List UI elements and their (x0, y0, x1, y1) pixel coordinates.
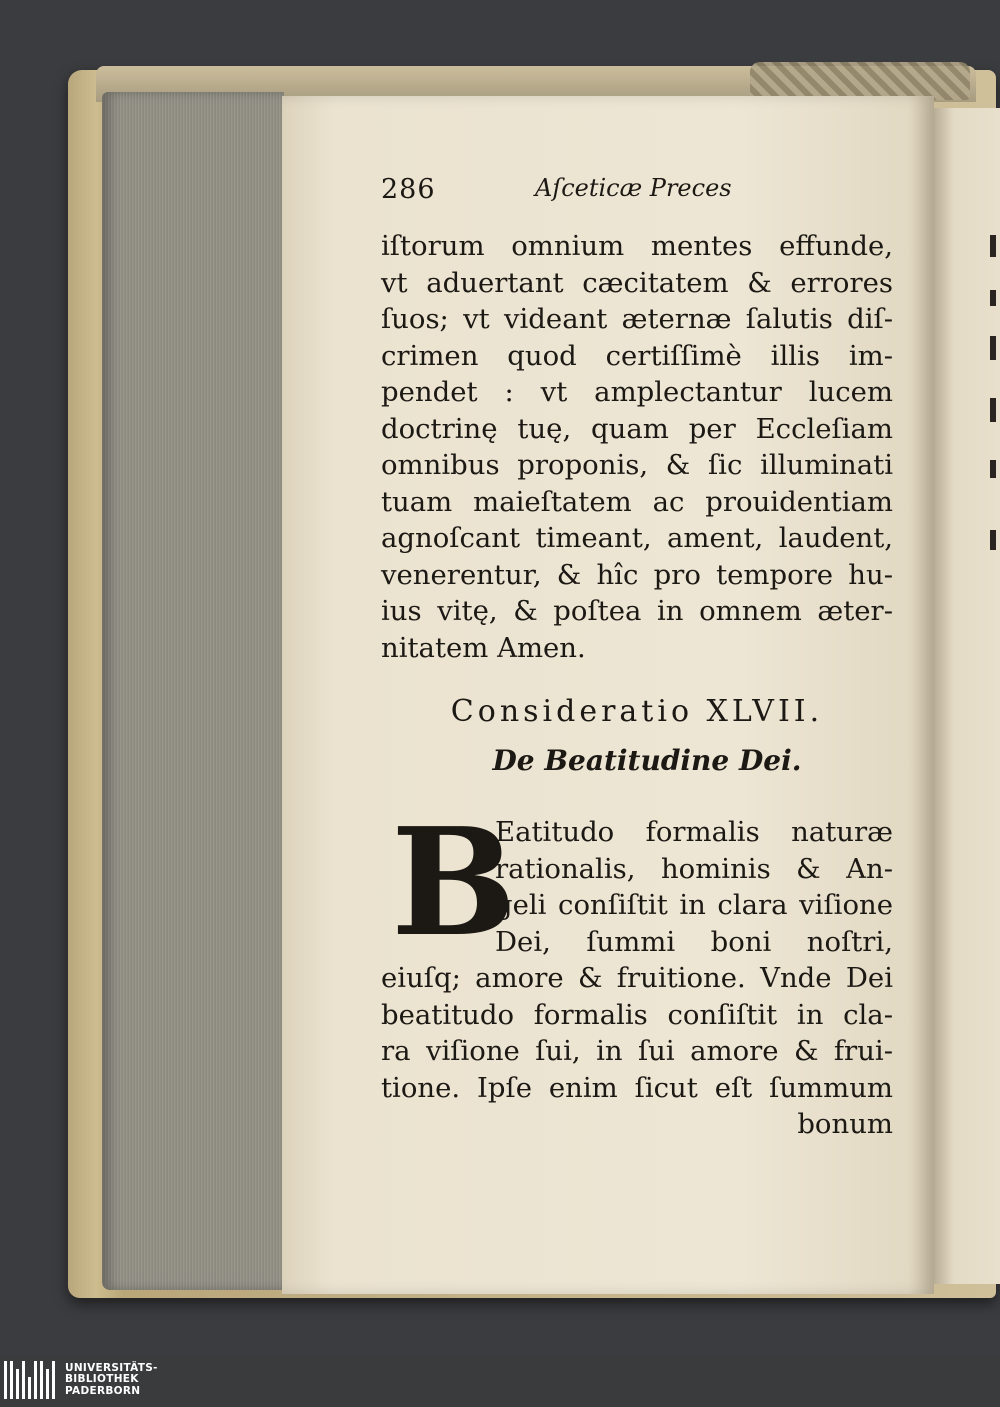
text-line: nitatem Amen. (381, 631, 586, 664)
library-logo-text: UNIVERSITÄTS- BIBLIOTHEK PADERBORN (65, 1361, 158, 1397)
text-line: rationalis, hominis & An- (495, 852, 893, 885)
section-paragraph (381, 795, 893, 1143)
drop-cap: B (391, 795, 517, 969)
catchword: bonum (797, 1108, 893, 1140)
page-edges (102, 92, 284, 1290)
facing-page-mark (990, 290, 996, 306)
library-logo (4, 1358, 158, 1402)
text-line: iſtorum omnium mentes effunde, (381, 230, 893, 262)
text-line: ſuos; vt videant æternæ ſalutis diſ- (381, 303, 893, 335)
facing-page-mark (990, 235, 996, 257)
page-number: 286 (381, 174, 436, 205)
section-heading: Consideratio XLVII. (450, 694, 824, 729)
facing-page-mark (990, 398, 996, 422)
text-line: Dei, ſummi boni noſtri, (495, 925, 893, 958)
text-line: ra viſione ſui, in ſui amore & frui- (381, 1035, 893, 1067)
text-line: vt aduertant cæcitatem & errores (381, 266, 893, 299)
clasp-ornament (750, 62, 970, 100)
text-line: beatitudo formalis conſiſtit in cla- (381, 998, 893, 1031)
text-line: eiuſq; amore & fruitione. Vnde Dei (381, 962, 893, 994)
running-head (381, 170, 893, 228)
facing-page-mark (990, 460, 996, 478)
text-line: Eatitudo formalis naturæ (495, 816, 893, 848)
library-logo-icon (4, 1361, 55, 1399)
text-line: tione. Ipſe enim ſicut eſt ſummum (381, 1071, 893, 1104)
text-line: venerentur, & hîc pro tempore hu- (381, 558, 893, 591)
text-line: pendet : vt amplectantur lucem (381, 376, 893, 408)
page-text (381, 170, 893, 1143)
body-text (381, 228, 893, 666)
facing-page-mark (990, 530, 996, 550)
text-line: tuam maieſtatem ac prouidentiam (381, 485, 893, 518)
text-line: doctrinę tuę, quam per Eccleſiam (381, 412, 893, 445)
text-line: crimen quod certiſſimè illis im- (381, 339, 893, 372)
text-line: ius vitę, & poſtea in omnem æter- (381, 595, 893, 627)
running-title: Aſceticæ Preces (535, 174, 732, 202)
text-line: omnibus proponis, & ſic illuminati (381, 449, 893, 481)
text-line: geli conſiſtit in clara viſione (495, 889, 893, 921)
facing-page-mark (990, 336, 996, 360)
text-line: agnoſcant timeant, ament, laudent, (381, 522, 893, 554)
facing-page-edge (934, 108, 1000, 1284)
section-subheading: De Beatitudine Dei. (492, 744, 802, 777)
